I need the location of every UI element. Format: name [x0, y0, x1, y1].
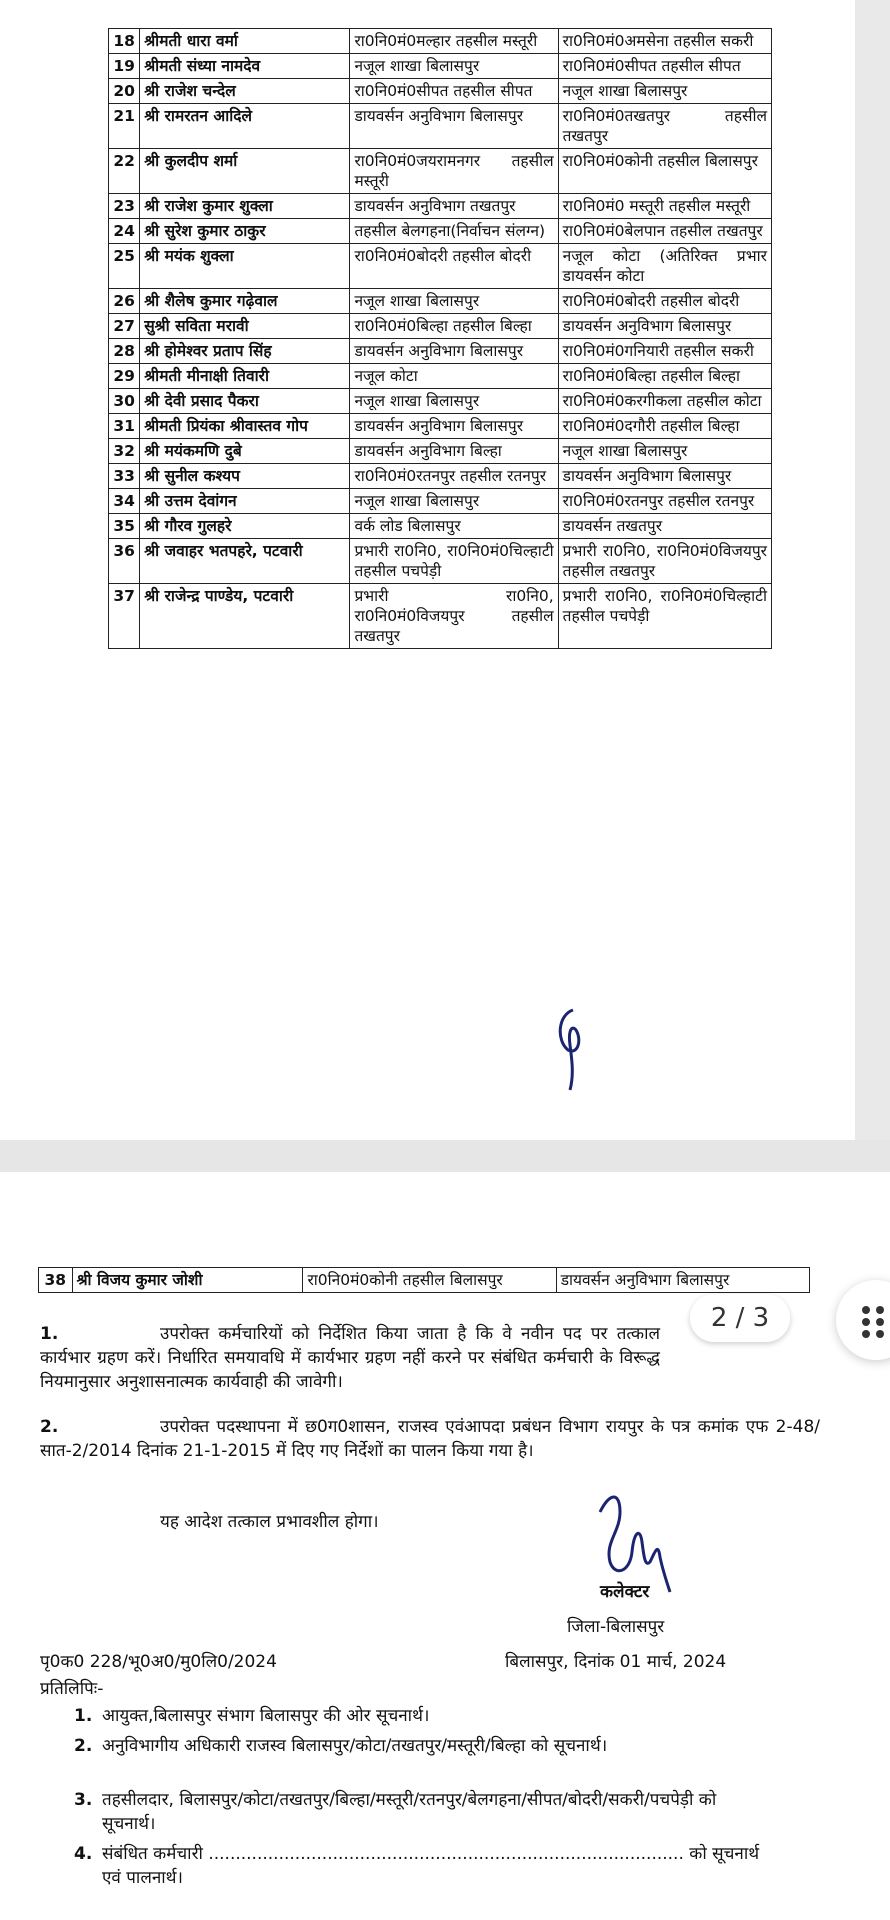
current-post: डायवर्सन अनुविभाग तखतपुर	[350, 194, 558, 219]
employee-name: श्री उत्तम देवांगन	[140, 489, 350, 514]
transfer-table-page-2	[38, 1267, 810, 1293]
table-row	[109, 149, 772, 194]
new-post: नजूल शाखा बिलासपुर	[558, 439, 771, 464]
page-indicator: 2 / 3	[690, 1294, 790, 1342]
para1-number: 1.	[40, 1324, 59, 1344]
current-post: प्रभारी रा0नि0, रा0नि0मं0चिल्हाटी तहसील पचपेड़ी	[350, 539, 558, 584]
transfer-table-page-1	[108, 28, 772, 649]
new-post: रा0नि0मं0तखतपुर तहसील तखतपुर	[558, 104, 771, 149]
row-number: 38	[39, 1268, 73, 1293]
employee-name: श्रीमती मीनाक्षी तिवारी	[140, 364, 350, 389]
table-row	[109, 514, 772, 539]
table-row	[109, 54, 772, 79]
row-number: 35	[109, 514, 140, 539]
current-post: रा0नि0मं0कोनी तहसील बिलासपुर	[303, 1268, 556, 1293]
employee-name: श्री राजेश कुमार शुक्ला	[140, 194, 350, 219]
row-number: 19	[109, 54, 140, 79]
new-post: डायवर्सन अनुविभाग बिलासपुर	[558, 464, 771, 489]
current-post: रा0नि0मं0जयरामनगर तहसील मस्तूरी	[350, 149, 558, 194]
current-post: रा0नि0मं0रतनपुर तहसील रतनपुर	[350, 464, 558, 489]
reference-number: पृ0क0 228/भू0अ0/मु0लि0/2024	[40, 1652, 277, 1672]
table-row	[109, 29, 772, 54]
row-number: 24	[109, 219, 140, 244]
current-post: प्रभारी रा0नि0, रा0नि0मं0विजयपुर तहसील तखतपुर	[350, 584, 558, 649]
employee-name: श्री मयंकमणि दुबे	[140, 439, 350, 464]
table-row	[109, 464, 772, 489]
copy-item-number: 3.	[74, 1790, 93, 1810]
employee-name: श्री शैलेष कुमार गढ़ेवाल	[140, 289, 350, 314]
current-post: नजूल कोटा	[350, 364, 558, 389]
new-post: डायवर्सन अनुविभाग बिलासपुर	[556, 1268, 809, 1293]
copy-item-number: 2.	[74, 1736, 93, 1756]
employee-name: श्री गौरव गुलहरे	[140, 514, 350, 539]
employee-name: श्री होमेश्वर प्रताप सिंह	[140, 339, 350, 364]
row-number: 31	[109, 414, 140, 439]
table-row	[109, 289, 772, 314]
table-row	[109, 439, 772, 464]
new-post: डायवर्सन अनुविभाग बिलासपुर	[558, 314, 771, 339]
row-number: 23	[109, 194, 140, 219]
new-post: रा0नि0मं0बोदरी तहसील बोदरी	[558, 289, 771, 314]
table-row	[39, 1268, 810, 1293]
current-post: नजूल शाखा बिलासपुर	[350, 389, 558, 414]
employee-name: श्री देवी प्रसाद पैकरा	[140, 389, 350, 414]
grid-menu-button[interactable]	[836, 1280, 890, 1360]
grid-dot-icon	[862, 1318, 870, 1326]
table-row	[109, 104, 772, 149]
signatory-title: कलेक्टर	[600, 1582, 650, 1602]
new-post: रा0नि0मं0कोनी तहसील बिलासपुर	[558, 149, 771, 194]
current-post: रा0नि0मं0सीपत तहसील सीपत	[350, 79, 558, 104]
new-post: रा0नि0मं0सीपत तहसील सीपत	[558, 54, 771, 79]
paragraph-2: उपरोक्त पदस्थापना में छ0ग0शासन, राजस्व एवंआपदा प्रबंधन विभाग रायपुर के पत्र कमांक एफ 2-48/सात-2/2014 दिनांक 21-1-2015 में दिए गए निर्देशों का पालन किया गया है।	[40, 1417, 820, 1461]
current-post: वर्क लोड बिलासपुर	[350, 514, 558, 539]
row-number: 34	[109, 489, 140, 514]
new-post: रा0नि0मं0गनियारी तहसील सकरी	[558, 339, 771, 364]
copy-heading: प्रतिलिपिः-	[40, 1679, 104, 1699]
table-row	[109, 364, 772, 389]
table-row	[109, 489, 772, 514]
table-row	[109, 219, 772, 244]
employee-name: श्रीमती संध्या नामदेव	[140, 54, 350, 79]
current-post: रा0नि0मं0बिल्हा तहसील बिल्हा	[350, 314, 558, 339]
current-post: डायवर्सन अनुविभाग बिल्हा	[350, 439, 558, 464]
employee-name: श्री राजेन्द्र पाण्डेय, पटवारी	[140, 584, 350, 649]
effective-statement: यह आदेश तत्काल प्रभावशील होगा।	[160, 1512, 379, 1532]
table-row	[109, 584, 772, 649]
table-row	[109, 339, 772, 364]
district-label: जिला-बिलासपुर	[567, 1617, 665, 1637]
employee-name: श्रीमती प्रियंका श्रीवास्तव गोप	[140, 414, 350, 439]
row-number: 30	[109, 389, 140, 414]
table-row	[109, 194, 772, 219]
employee-name: श्री सुरेश कुमार ठाकुर	[140, 219, 350, 244]
new-post: डायवर्सन तखतपुर	[558, 514, 771, 539]
current-post: नजूल शाखा बिलासपुर	[350, 489, 558, 514]
table-row	[109, 414, 772, 439]
new-post: रा0नि0मं0 मस्तूरी तहसील मस्तूरी	[558, 194, 771, 219]
employee-name: श्री जवाहर भतपहरे, पटवारी	[140, 539, 350, 584]
employee-name: श्रीमती धारा वर्मा	[140, 29, 350, 54]
table-row	[109, 244, 772, 289]
paragraph-1: उपरोक्त कर्मचारियों को निर्देशित किया जाता है कि वे नवीन पद पर तत्काल कार्यभार ग्रहण करें। निर्धारित समयावधि में कार्यभार ग्रहण नहीं करने पर संबंधित कर्मचारी के विरूद्ध नियमानुसार अनुशासनात्मक कार्यवाही की जावेगी।	[40, 1324, 660, 1392]
new-post: नजूल कोटा (अतिरिक्त प्रभार डायवर्सन कोटा	[558, 244, 771, 289]
grid-dot-icon	[862, 1330, 870, 1338]
current-post: रा0नि0मं0मल्हार तहसील मस्तूरी	[350, 29, 558, 54]
table-row	[109, 389, 772, 414]
new-post: रा0नि0मं0बिल्हा तहसील बिल्हा	[558, 364, 771, 389]
row-number: 25	[109, 244, 140, 289]
new-post: रा0नि0मं0रतनपुर तहसील रतनपुर	[558, 489, 771, 514]
current-post: डायवर्सन अनुविभाग बिलासपुर	[350, 339, 558, 364]
page-gap	[0, 1140, 890, 1172]
copy-item-number: 1.	[74, 1706, 93, 1726]
new-post: प्रभारी रा0नि0, रा0नि0मं0चिल्हाटी तहसील पचपेड़ी	[558, 584, 771, 649]
current-post: रा0नि0मं0बोदरी तहसील बोदरी	[350, 244, 558, 289]
table-row	[109, 79, 772, 104]
current-post: डायवर्सन अनुविभाग बिलासपुर	[350, 104, 558, 149]
para2-number: 2.	[40, 1417, 59, 1437]
row-number: 32	[109, 439, 140, 464]
table-row	[109, 539, 772, 584]
row-number: 21	[109, 104, 140, 149]
new-post: रा0नि0मं0दगौरी तहसील बिल्हा	[558, 414, 771, 439]
row-number: 22	[109, 149, 140, 194]
employee-name: श्री रामरतन आदिले	[140, 104, 350, 149]
copy-item-text: तहसीलदार, बिलासपुर/कोटा/तखतपुर/बिल्हा/मस्तूरी/रतनपुर/बेलगहना/सीपत/बोदरी/सकरी/पचपेड़ी को सूचनार्थ।	[102, 1790, 717, 1834]
new-post: रा0नि0मं0अमसेना तहसील सकरी	[558, 29, 771, 54]
grid-dot-icon	[876, 1306, 884, 1314]
grid-dot-icon	[876, 1318, 884, 1326]
copy-item-text: अनुविभागीय अधिकारी राजस्व बिलासपुर/कोटा/तखतपुर/मस्तूरी/बिल्हा को सूचनार्थ।	[102, 1736, 608, 1756]
copy-item-number: 4.	[74, 1844, 93, 1864]
row-number: 36	[109, 539, 140, 584]
employee-name: सुश्री सविता मरावी	[140, 314, 350, 339]
current-post: नजूल शाखा बिलासपुर	[350, 289, 558, 314]
current-post: डायवर्सन अनुविभाग बिलासपुर	[350, 414, 558, 439]
row-number: 18	[109, 29, 140, 54]
row-number: 28	[109, 339, 140, 364]
grid-dot-icon	[862, 1306, 870, 1314]
grid-dot-icon	[876, 1330, 884, 1338]
row-number: 20	[109, 79, 140, 104]
table-row	[109, 314, 772, 339]
current-post: तहसील बेलगहना(निर्वाचन संलग्न)	[350, 219, 558, 244]
new-post: रा0नि0मं0करगीकला तहसील कोटा	[558, 389, 771, 414]
copy-item-text: आयुक्त,बिलासपुर संभाग बिलासपुर की ओर सूचनार्थ।	[102, 1706, 430, 1726]
initial-signature	[548, 1000, 598, 1100]
row-number: 27	[109, 314, 140, 339]
employee-name: श्री विजय कुमार जोशी	[72, 1268, 303, 1293]
employee-name: श्री राजेश चन्देल	[140, 79, 350, 104]
row-number: 26	[109, 289, 140, 314]
document-page-2	[0, 1172, 890, 1920]
new-post: रा0नि0मं0बेलपान तहसील तखतपुर	[558, 219, 771, 244]
row-number: 37	[109, 584, 140, 649]
employee-name: श्री सुनील कश्यप	[140, 464, 350, 489]
place-and-date: बिलासपुर, दिनांक 01 मार्च, 2024	[505, 1652, 727, 1672]
row-number: 33	[109, 464, 140, 489]
new-post: नजूल शाखा बिलासपुर	[558, 79, 771, 104]
employee-name: श्री कुलदीप शर्मा	[140, 149, 350, 194]
new-post: प्रभारी रा0नि0, रा0नि0मं0विजयपुर तहसील तखतपुर	[558, 539, 771, 584]
copy-item-text: संबंधित कर्मचारी ........................................................................................ को सूचनार्थ एवं पालनार्थ।	[102, 1844, 760, 1888]
row-number: 29	[109, 364, 140, 389]
employee-name: श्री मयंक शुक्ला	[140, 244, 350, 289]
current-post: नजूल शाखा बिलासपुर	[350, 54, 558, 79]
